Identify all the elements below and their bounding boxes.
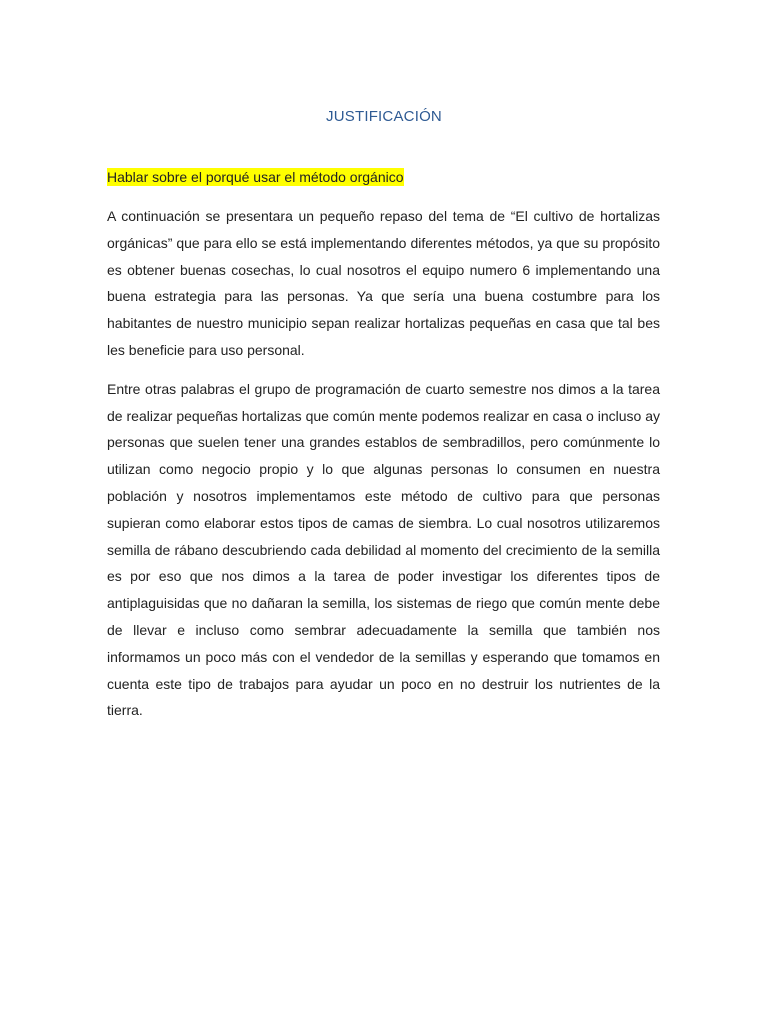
document-body <box>107 166 660 724</box>
paragraph-intro: A continuación se presentara un pequeño repaso del tema de “El cultivo de hortalizas orgánicas” que para ello se está implementando diferentes métodos, ya que su propósito es obtener buenas cosechas, lo cual nosotros el equipo numero 6 implementando una buena estrategia para las personas. Ya que sería una buena costumbre para los habitantes de nuestro municipio sepan realizar hortalizas pequeñas en casa que tal bes les beneficie para uso personal. <box>107 208 660 358</box>
paragraph-details: Entre otras palabras el grupo de programación de cuarto semestre nos dimos a la tarea de realizar pequeñas hortalizas que común mente podemos realizar en casa o incluso ay personas que suelen tener una grandes establos de sembradillos, pero comúnmente lo utilizan como negocio propio y lo que algunas personas lo consumen en nuestra población y nosotros implementamos este método de cultivo para que personas supieran como elaborar estos tipos de camas de siembra. Lo cual nosotros utilizaremos semilla de rábano descubriendo cada debilidad al momento del crecimiento de la semilla es por eso que nos dimos a la tarea de poder investigar los diferentes tipos de antiplaguisidas que no dañaran la semilla, los sistemas de riego que común mente debe de llevar e incluso como sembrar adecuadamente la semilla que también nos informamos un poco más con el vendedor de la semillas y esperando que tomamos en cuenta este tipo de trabajos para ayudar un poco en no destruir los nutrientes de la tierra. <box>107 380 660 719</box>
highlighted-note-text: Hablar sobre el porqué usar el método orgánico <box>107 169 404 185</box>
page-title: JUSTIFICACIÓN <box>326 108 442 125</box>
highlighted-note <box>107 166 660 188</box>
